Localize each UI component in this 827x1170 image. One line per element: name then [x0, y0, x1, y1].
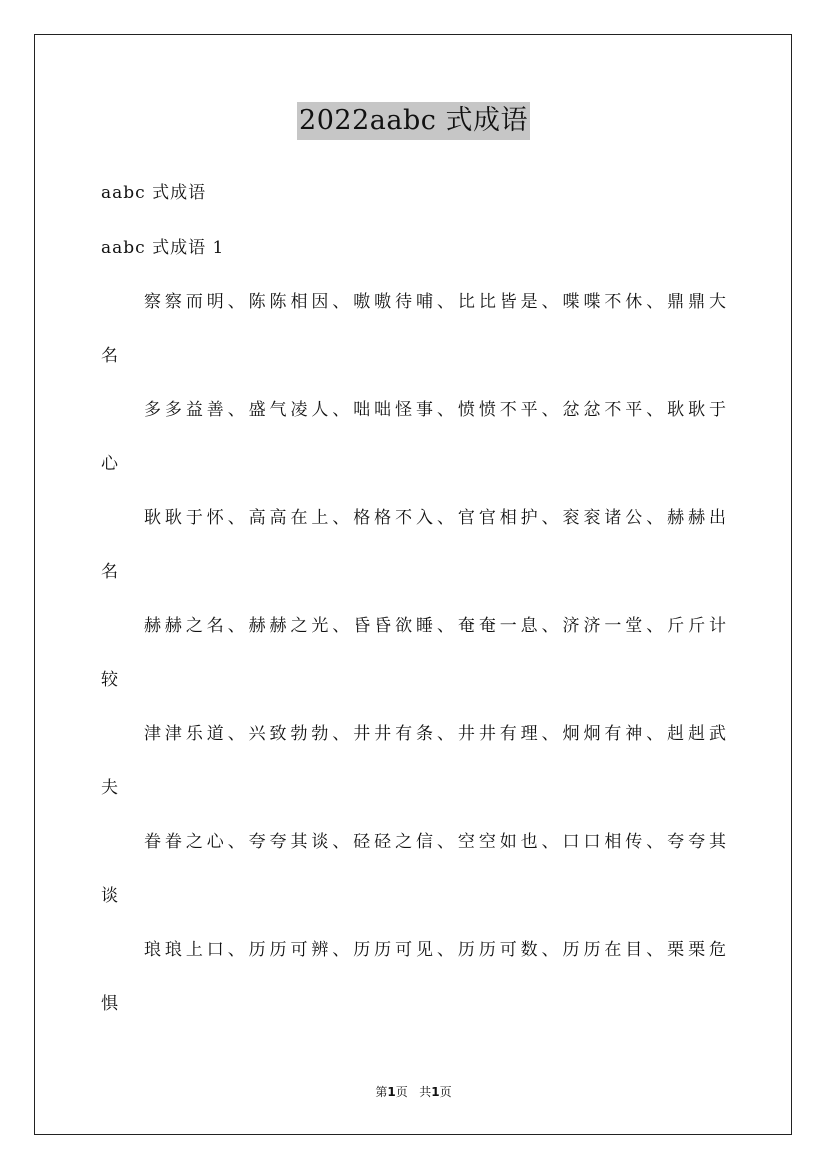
- subheading: aabc 式成语: [101, 183, 207, 203]
- subheading-numbered: aabc 式成语 1: [101, 238, 225, 258]
- footer-middle: 页 共: [395, 1085, 432, 1099]
- paragraph-line: 眷眷之心、夸夸其谈、硁硁之信、空空如也、口口相传、夸夸其: [144, 832, 726, 852]
- page-footer: [0, 1083, 827, 1100]
- paragraph-line: 多多益善、盛气凌人、咄咄怪事、愤愤不平、忿忿不平、耿耿于: [144, 400, 726, 420]
- paragraph-line: 津津乐道、兴致勃勃、井井有条、井井有理、炯炯有神、赳赳武: [144, 724, 726, 744]
- paragraph-line: 察察而明、陈陈相因、嗷嗷待哺、比比皆是、喋喋不休、鼎鼎大: [144, 292, 726, 312]
- footer-prefix: 第: [375, 1085, 388, 1099]
- footer-suffix: 页: [439, 1085, 452, 1099]
- paragraph-wrap: 名: [101, 346, 118, 366]
- footer-page-number: 1: [387, 1085, 396, 1099]
- paragraph-line: 赫赫之名、赫赫之光、昏昏欲睡、奄奄一息、济济一堂、斤斤计: [144, 616, 726, 636]
- document-title: 2022aabc 式成语: [297, 102, 530, 140]
- paragraph-line: 琅琅上口、历历可辨、历历可见、历历可数、历历在目、栗栗危: [144, 940, 726, 960]
- paragraph-wrap: 谈: [101, 886, 118, 906]
- footer-total-pages: 1: [431, 1085, 440, 1099]
- paragraph-wrap: 名: [101, 562, 118, 582]
- paragraph-line: 耿耿于怀、高高在上、格格不入、官官相护、衮衮诸公、赫赫出: [144, 508, 726, 528]
- paragraph-wrap: 较: [101, 670, 118, 690]
- paragraph-wrap: 惧: [101, 994, 118, 1014]
- paragraph-wrap: 心: [101, 454, 118, 474]
- title-container: [0, 102, 827, 140]
- paragraph-wrap: 夫: [101, 778, 118, 798]
